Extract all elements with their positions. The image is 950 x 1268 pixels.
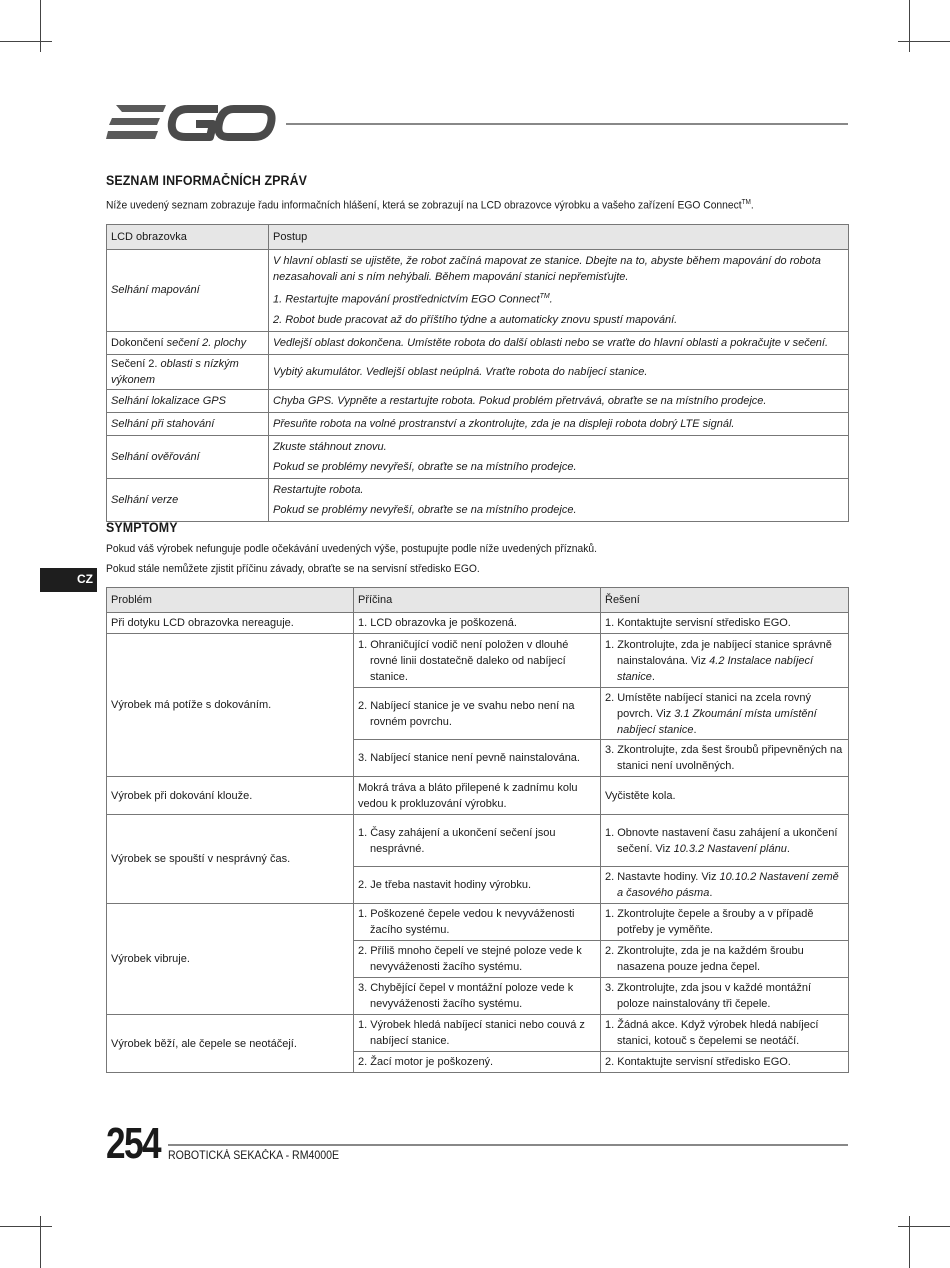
table-row xyxy=(107,777,849,815)
cause: 1. Výrobek hledá nabíjecí stanici nebo couvá z nabíjecí stanice. xyxy=(354,1015,601,1052)
solution: 3. Zkontrolujte, zda šest šroubů připevněných na stanici není uvolněných. xyxy=(601,740,849,777)
problem: Při dotyku LCD obrazovka nereaguje. xyxy=(107,613,354,634)
cause: 2. Nabíjecí stanice je ve svahu nebo není na rovném povrchu. xyxy=(354,688,601,740)
problem: Výrobek při dokování klouže. xyxy=(107,777,354,815)
solution: 2. Zkontrolujte, zda je na každém šroubu nasazena pouze jedna čepel. xyxy=(601,941,849,978)
crop-mark xyxy=(898,1226,950,1227)
table-row xyxy=(107,904,849,941)
crop-mark xyxy=(40,1216,41,1268)
page-number: 254 xyxy=(106,1119,160,1168)
table-row xyxy=(107,613,849,634)
procedure: Zkuste stáhnout znovu. Pokud se problémy nevyřeší, obraťte se na místního prodejce. xyxy=(269,435,849,478)
crop-mark xyxy=(909,0,910,52)
header-problem: Problém xyxy=(107,588,354,613)
solution: 1. Žádná akce. Když výrobek hledá nabíjecí stanici, kotouč s čepelemi se neotáčí. xyxy=(601,1015,849,1052)
messages-table xyxy=(106,224,849,522)
procedure: Chyba GPS. Vypněte a restartujte robota. Pokud problém přetrvává, obraťte se na místního prodejce. xyxy=(269,389,849,412)
cause: 3. Nabíjecí stanice není pevně nainstalována. xyxy=(354,740,601,777)
crop-mark xyxy=(0,1226,52,1227)
table-row xyxy=(107,250,849,332)
table-row xyxy=(107,412,849,435)
solution: 1. Zkontrolujte čepele a šrouby a v případě potřeby je vyměňte. xyxy=(601,904,849,941)
procedure: V hlavní oblasti se ujistěte, že robot začíná mapovat ze stanice. Dbejte na to, abyste během mapování do robota nezasahovali ani s ním nehýbali. Během mapování stanici nepřemisťujte. 1. Restartujte mapování prostřednictvím EGO Connect™. 2. Robot bude pracovat až do příštího týdne a automaticky znovu spustí mapování. xyxy=(269,250,849,332)
header-rule xyxy=(286,123,848,125)
problem: Výrobek vibruje. xyxy=(107,904,354,1015)
table-row xyxy=(107,354,849,389)
cause: 1. LCD obrazovka je poškozená. xyxy=(354,613,601,634)
solution: 3. Zkontrolujte, zda jsou v každé montážní poloze nainstalovány tři čepele. xyxy=(601,978,849,1015)
solution: 2. Nastavte hodiny. Viz 10.10.2 Nastavení země a časového pásma. xyxy=(601,867,849,904)
problem: Výrobek se spouští v nesprávný čas. xyxy=(107,815,354,904)
lcd-message: Selhání mapování xyxy=(107,250,269,332)
table-row xyxy=(107,634,849,688)
header-postup: Postup xyxy=(269,225,849,250)
crop-mark xyxy=(909,1216,910,1268)
procedure: Vedlejší oblast dokončena. Umístěte robota do další oblasti nebo se vraťte do hlavní oblasti a pokračujte v sečení. xyxy=(269,331,849,354)
language-tab: CZ xyxy=(40,568,97,592)
lcd-message: Sečení 2. oblasti s nízkým výkonem xyxy=(107,354,269,389)
cause: Mokrá tráva a bláto přilepené k zadnímu kolu vedou k prokluzování výrobku. xyxy=(354,777,601,815)
table-row xyxy=(107,815,849,867)
table-row xyxy=(107,389,849,412)
lcd-message: Selhání ověřování xyxy=(107,435,269,478)
header-cause: Příčina xyxy=(354,588,601,613)
problem: Výrobek má potíže s dokováním. xyxy=(107,634,354,777)
table-row xyxy=(107,435,849,478)
solution: 2. Umístěte nabíjecí stanici na zcela rovný povrch. Viz 3.1 Zkoumání místa umístění nabíjecí stanice. xyxy=(601,688,849,740)
ego-logo xyxy=(106,103,276,143)
solution: 1. Obnovte nastavení času zahájení a ukončení sečení. Viz 10.3.2 Nastavení plánu. xyxy=(601,815,849,867)
solution: Vyčistěte kola. xyxy=(601,777,849,815)
lcd-message: Selhání verze xyxy=(107,478,269,521)
problem: Výrobek běží, ale čepele se neotáčejí. xyxy=(107,1015,354,1073)
symptoms-intro-1: Pokud váš výrobek nefunguje podle očekávání uvedených výše, postupujte podle níže uvedených příznaků. xyxy=(106,543,597,555)
procedure: Přesuňte robota na volné prostranství a zkontrolujte, zda je na displeji robota dobrý LTE signál. xyxy=(269,412,849,435)
lcd-message: Dokončení sečení 2. plochy xyxy=(107,331,269,354)
table-row xyxy=(107,1015,849,1052)
cause: 1. Ohraničující vodič není položen v dlouhé rovné linii dostatečně daleko od nabíjecí stanice. xyxy=(354,634,601,688)
cause: 1. Časy zahájení a ukončení sečení jsou nesprávné. xyxy=(354,815,601,867)
table-row xyxy=(107,478,849,521)
symptoms-intro-2: Pokud stále nemůžete zjistit příčinu závady, obraťte se na servisní středisko EGO. xyxy=(106,563,480,575)
header-solution: Řešení xyxy=(601,588,849,613)
procedure: Restartujte robota. Pokud se problémy nevyřeší, obraťte se na místního prodejce. xyxy=(269,478,849,521)
crop-mark xyxy=(898,41,950,42)
messages-title: SEZNAM INFORMAČNÍCH ZPRÁV xyxy=(106,173,308,188)
messages-intro: Níže uvedený seznam zobrazuje řadu informačních hlášení, která se zobrazují na LCD obrazovce výrobku a vašeho zařízení EGO Connect™. xyxy=(106,199,754,212)
cause: 2. Je třeba nastavit hodiny výrobku. xyxy=(354,867,601,904)
solution: 1. Zkontrolujte, zda je nabíjecí stanice správně nainstalována. Viz 4.2 Instalace nabíjecí stanice. xyxy=(601,634,849,688)
symptoms-table xyxy=(106,587,849,1073)
cause: 2. Žací motor je poškozený. xyxy=(354,1052,601,1073)
lcd-message: Selhání při stahování xyxy=(107,412,269,435)
solution: 2. Kontaktujte servisní středisko EGO. xyxy=(601,1052,849,1073)
solution: 1. Kontaktujte servisní středisko EGO. xyxy=(601,613,849,634)
lcd-message: Selhání lokalizace GPS xyxy=(107,389,269,412)
symptoms-title: SYMPTOMY xyxy=(106,520,178,535)
table-row xyxy=(107,331,849,354)
header-lcd: LCD obrazovka xyxy=(107,225,269,250)
crop-mark xyxy=(0,41,52,42)
footer-title: ROBOTICKÁ SEKAČKA - RM4000E xyxy=(168,1150,340,1162)
crop-mark xyxy=(40,0,41,52)
procedure: Vybitý akumulátor. Vedlejší oblast neúplná. Vraťte robota do nabíjecí stanice. xyxy=(269,354,849,389)
cause: 3. Chybějící čepel v montážní poloze vede k nevyváženosti žacího systému. xyxy=(354,978,601,1015)
footer-rule xyxy=(168,1144,848,1146)
cause: 2. Příliš mnoho čepelí ve stejné poloze vede k nevyváženosti žacího systému. xyxy=(354,941,601,978)
cause: 1. Poškozené čepele vedou k nevyváženosti žacího systému. xyxy=(354,904,601,941)
